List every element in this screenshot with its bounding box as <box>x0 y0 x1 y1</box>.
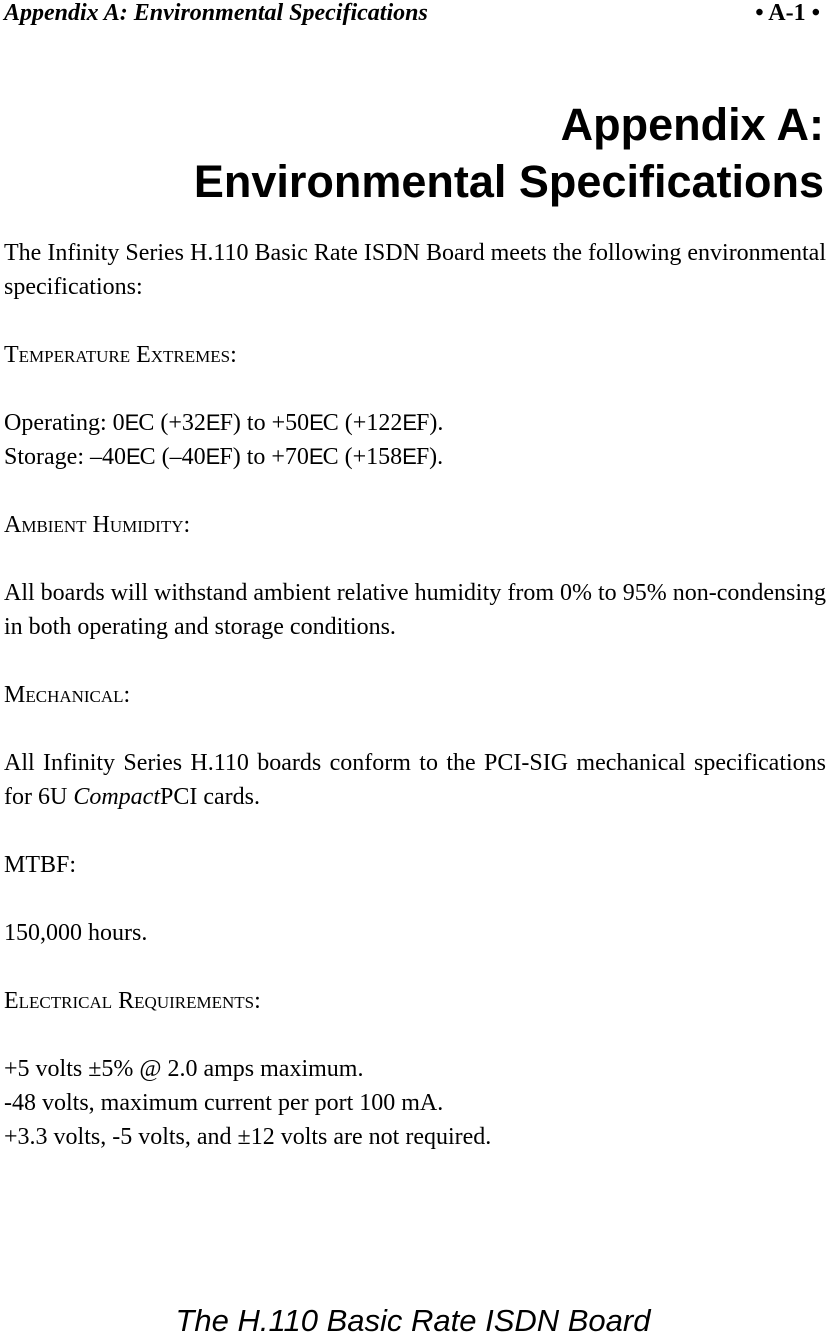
header-page-number: • A-1 • <box>755 0 820 26</box>
running-header <box>4 0 820 26</box>
humidity-heading: Ambient Humidity: <box>4 512 191 538</box>
title-line-1: Appendix A: <box>560 99 824 150</box>
intro-paragraph: The Infinity Series H.110 Basic Rate ISDN Board meets the following environmental specifications: <box>4 240 826 300</box>
degree-symbol: E <box>205 444 219 469</box>
electrical-heading: Electrical Requirements: <box>4 988 261 1014</box>
degree-symbol: E <box>402 444 415 469</box>
operating-temperature: Operating: 0EC (+32EF) to +50EC (+122EF). <box>4 410 444 436</box>
body-content <box>4 236 826 1154</box>
degree-symbol: E <box>309 410 322 435</box>
mtbf-value: 150,000 hours. <box>4 920 148 946</box>
page-title <box>194 96 824 210</box>
electrical-line: -48 volts, maximum current per port 100 mA. <box>4 1090 444 1116</box>
degree-symbol: E <box>402 410 416 435</box>
degree-symbol: E <box>205 410 219 435</box>
compact-italic: Compact <box>73 784 160 810</box>
header-section-title: Appendix A: Environmental Specifications <box>4 0 428 26</box>
storage-temperature: Storage: –40EC (–40EF) to +70EC (+158EF). <box>4 444 444 470</box>
electrical-line: +5 volts ±5% @ 2.0 amps maximum. <box>4 1056 364 1082</box>
degree-symbol: E <box>124 410 138 435</box>
temperature-heading: Temperature Extremes: <box>4 342 237 368</box>
mechanical-heading: Mechanical: <box>4 682 131 708</box>
degree-symbol: E <box>308 444 322 469</box>
mechanical-paragraph: All Infinity Series H.110 boards conform to the PCI-SIG mechanical specifications for 6U CompactPCI cards. <box>4 750 826 810</box>
degree-symbol: E <box>125 444 139 469</box>
page-footer: The H.110 Basic Rate ISDN Board <box>175 1303 651 1338</box>
humidity-paragraph: All boards will withstand ambient relative humidity from 0% to 95% non-condensing in both operating and storage conditions. <box>4 580 826 640</box>
electrical-line: +3.3 volts, -5 volts, and ±12 volts are not required. <box>4 1124 492 1150</box>
title-line-2: Environmental Specifications <box>193 156 824 207</box>
mtbf-heading: MTBF: <box>4 852 77 878</box>
